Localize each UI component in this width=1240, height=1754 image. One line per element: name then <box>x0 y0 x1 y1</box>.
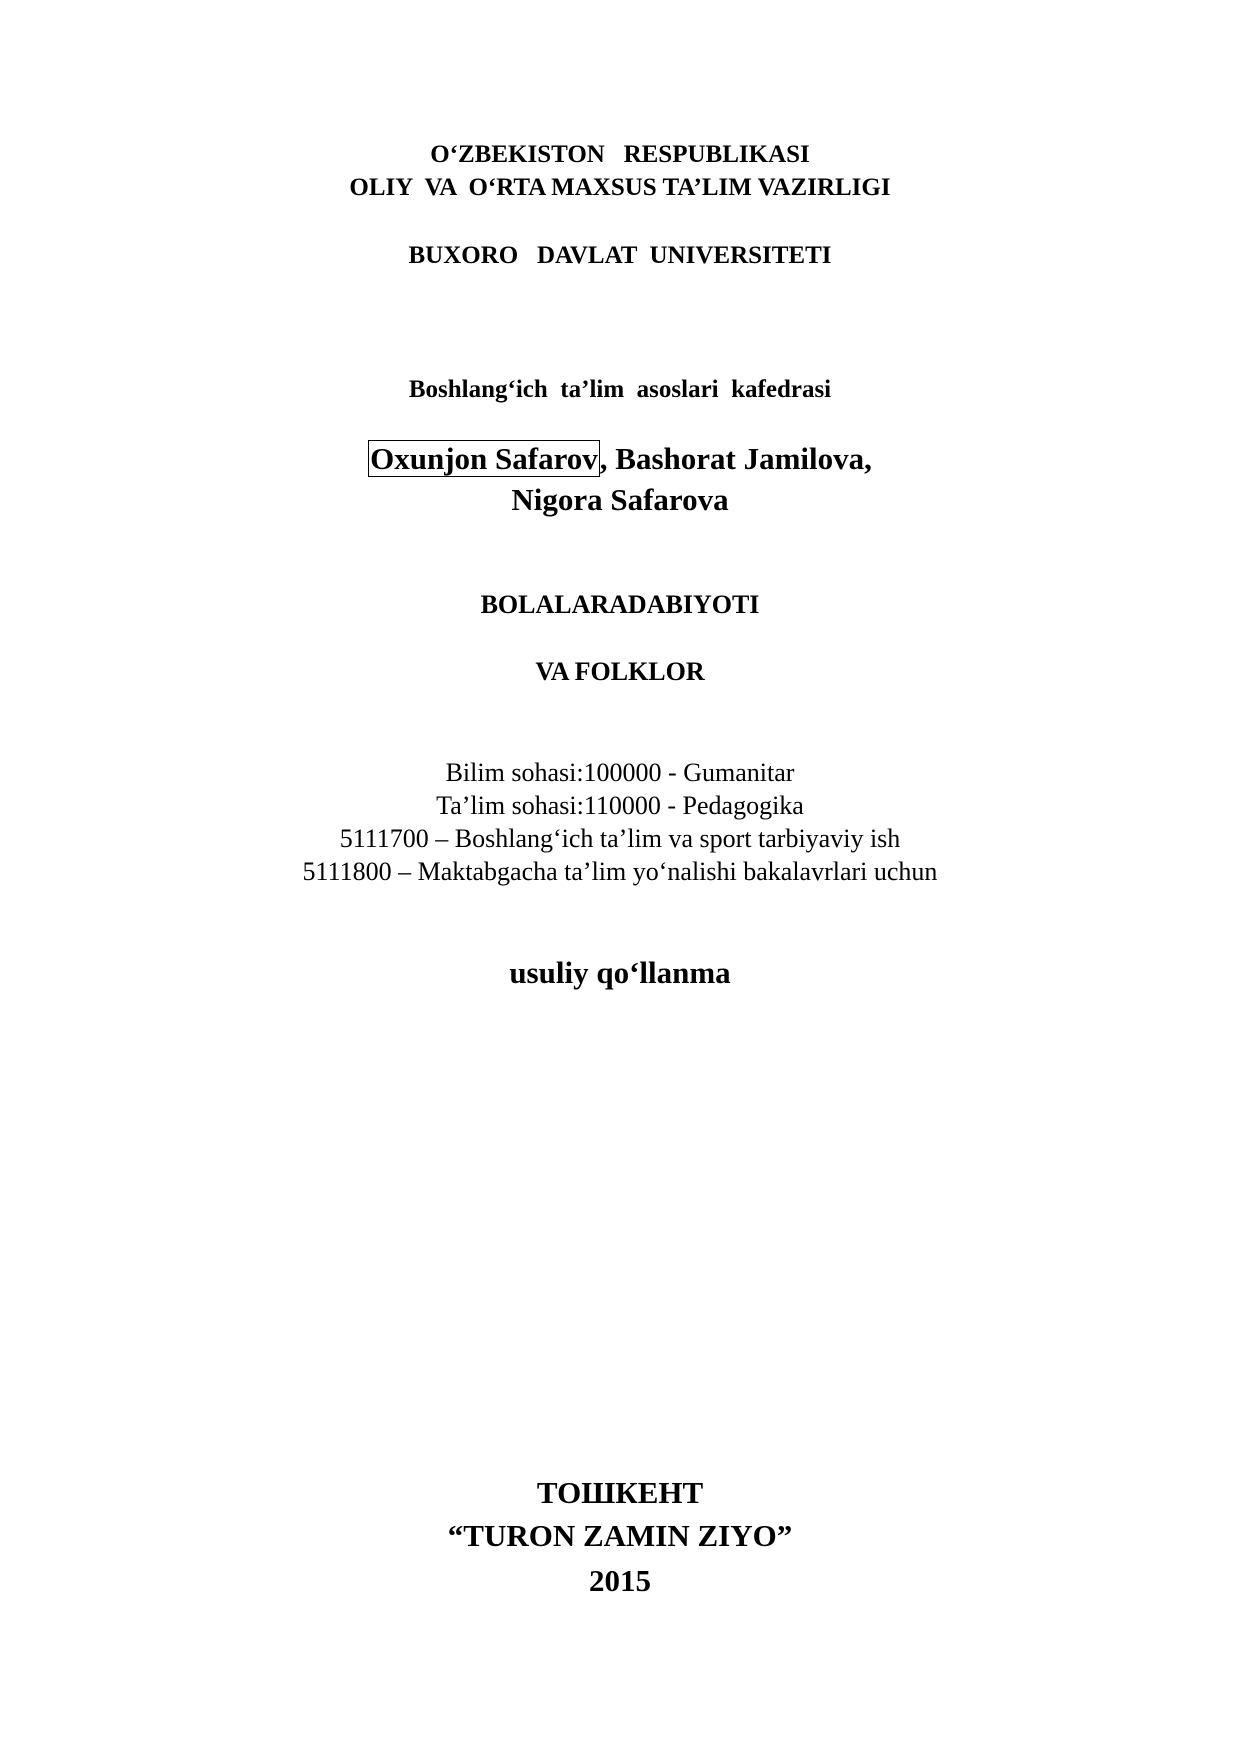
highlighted-author: Oxunjon Safarov <box>370 441 598 476</box>
republic-heading: O‘ZBEKISTON RESPUBLIKASI <box>430 141 810 168</box>
info-line-2: Ta’lim sohasi:110000 - Pedagogika <box>436 791 804 820</box>
department-name: Boshlang‘ich ta’lim asoslari kafedrasi <box>408 376 832 403</box>
info-line-4: 5111800 – Maktabgacha ta’lim yo‘nalishi bakalavrlari uchun <box>302 857 938 886</box>
university-heading: BUXORO DAVLAT UNIVERSITETI <box>408 242 832 269</box>
authors-line-1 <box>0 443 1240 474</box>
publisher-name: “TURON ZAMIN ZIYO” <box>447 1518 793 1553</box>
authors-rest: , Bashorat Jamilova, <box>599 441 872 476</box>
publication-year: 2015 <box>589 1563 651 1598</box>
info-line-3: 5111700 – Boshlang‘ich ta’lim va sport tarbiyaviy ish <box>339 824 901 853</box>
book-title-line-1: BOLALARADABIYOTI <box>480 590 760 619</box>
ministry-heading: OLIY VA O‘RTA MAXSUS TA’LIM VAZIRLIGI <box>349 174 891 201</box>
document-type: usuliy qo‘llanma <box>509 955 731 990</box>
info-line-1: Bilim sohasi:100000 - Gumanitar <box>445 758 795 787</box>
authors-line-2: Nigora Safarova <box>511 482 729 517</box>
book-title-line-2: VA FOLKLOR <box>535 657 705 686</box>
publication-city: ТОШКЕНТ <box>536 1475 704 1510</box>
